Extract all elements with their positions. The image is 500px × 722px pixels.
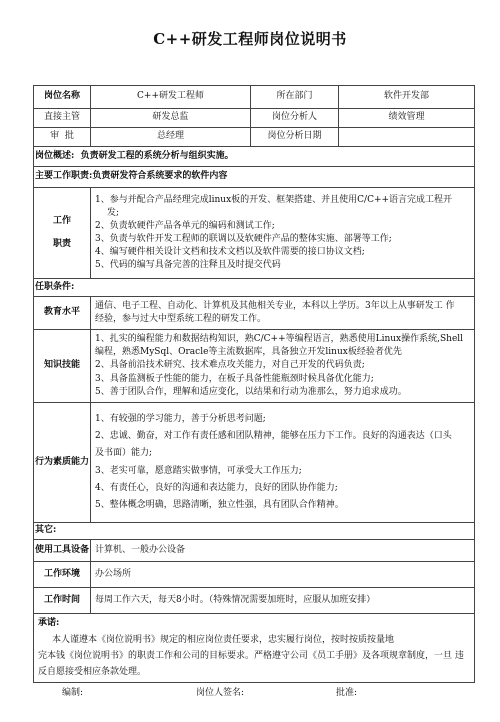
pledge-block — [34, 614, 475, 683]
supervisor-label: 直接主管 — [34, 109, 91, 128]
supervisor-value: 研发总监 — [91, 109, 251, 128]
education-row — [34, 297, 475, 330]
worktime-label: 工作时间 — [34, 588, 91, 614]
approve-label: 审 批 — [34, 128, 91, 147]
duty-item: 发; — [107, 207, 120, 218]
overview-row — [34, 147, 475, 167]
info-row — [34, 109, 475, 128]
analyst-value: 绩效管理 — [339, 109, 475, 128]
date-label: 岗位分析日期 — [251, 128, 339, 147]
duties-list — [91, 188, 475, 279]
dept-value: 软件开发部 — [339, 86, 475, 109]
approver-signature-label: 批准: — [336, 688, 358, 698]
tools-value: 计算机、一般办公设备 — [91, 540, 475, 562]
main-duty-text: 负责研发符合系统要求的软件内容 — [92, 171, 228, 182]
pledge-line: 反自愿接受相应条款处理。 — [38, 667, 147, 678]
quality-row — [34, 403, 475, 523]
pledge-line: 完本钱《岗位说明书》的职责工作和公司的目标要求。严格遵守公司《员工手册》及各项规章制度，一旦 违 — [38, 651, 464, 662]
education-text: 通信、电子工程、自动化、计算机及其他相关专业，本科以上学历。3年以上从事研发工 作 经验，参与过大中型系统工程的研发工作。 — [91, 297, 475, 330]
quality-label: 行为素质能力 — [34, 403, 91, 523]
info-row — [34, 128, 475, 147]
dept-label: 所在部门 — [251, 86, 339, 109]
duty-item: 2、负责软硬件产品各单元的编码和测试工作; — [95, 220, 275, 231]
info-row — [34, 86, 475, 109]
overview-label: 岗位概述: — [35, 150, 75, 161]
skills-row — [34, 330, 475, 403]
skills-label: 知识技能 — [34, 330, 91, 403]
environment-value: 办公场所 — [91, 562, 475, 588]
main-duty-label: 主要工作职责: — [35, 171, 93, 182]
pledge-line: 本人谨遵本《岗位说明书》规定的相应岗位责任要求，忠实履行岗位，按时按质按量地 — [52, 635, 395, 646]
duty-item: 5、代码的编写具备完善的注释且及时提交代码 — [95, 260, 281, 271]
document-title: C++研发工程师岗位说明书 — [153, 30, 347, 48]
requirements-label: 任职条件: — [34, 279, 475, 297]
other-header-row — [34, 523, 475, 540]
duty-item: 4、编写硬件相关设计文档和技术文档以及软件需要的接口协议文档; — [95, 247, 365, 258]
pledge-label: 承诺: — [38, 618, 60, 628]
worktime-row — [34, 588, 475, 614]
approve-value: 总经理 — [91, 128, 251, 147]
date-value — [339, 128, 475, 147]
position-label: 岗位名称 — [34, 86, 91, 109]
analyst-label: 岗位分析人 — [251, 109, 339, 128]
other-label: 其它: — [34, 523, 475, 540]
tools-label: 使用工具设备 — [34, 540, 91, 562]
pledge-row — [34, 614, 475, 683]
holder-signature-label: 岗位人签名: — [196, 688, 245, 698]
tools-row — [34, 540, 475, 562]
education-label: 教育水平 — [34, 297, 91, 330]
environment-row — [34, 562, 475, 588]
duties-row — [34, 188, 475, 279]
requirements-header-row — [34, 279, 475, 297]
job-description-table — [33, 85, 475, 683]
overview-text: 负责研发工程的系统分析与组织实施。 — [80, 150, 234, 161]
worktime-value: 每周工作六天，每天8小时。（特殊情况需要加班时，应服从加班安排） — [91, 588, 475, 614]
main-duty-row — [34, 167, 475, 188]
quality-list: 1、有较强的学习能力，善于分析思考问题; 2、忠诚、勤奋，对工作有责任感和团队精神，能够在压力下工作。良好的沟通表达（口头 及书面）能力; 3、老实可靠，愿意踏实做事情，可承受大工作压力; 4、有责任心，良好的沟通和表达能力，良好的团队协作能力; 5、整体概念明确，思路清晰，独立性强，具有团队合作精神。 — [91, 403, 475, 523]
skills-list: 1、扎实的编程能力和数据结构知识，熟C/C++等编程语言，熟悉使用Linux操作系统,Shell 编程，熟悉MySql、Oracle等主流数据库，具备独立开发linux板经验者优先 2、具备前沿技术研究、技术难点攻关能力，对自己开发的代码负责; 3、具备监测板子性能的能力，在板子具备性能瓶颈时候具备优化能力; 5、善于团队合作，理解和适应变化，以结果和行动为准那么，努力追求成功。 — [91, 330, 475, 403]
duties-side-label: 工作 职责 — [34, 188, 91, 279]
duty-item: 1、参与并配合产品经理完成linux板的开发、框架搭建、并且使用C/C++语言完成工程开 — [95, 194, 453, 205]
position-value: C++研发工程师 — [91, 86, 251, 109]
environment-label: 工作环境 — [34, 562, 91, 588]
writer-signature-label: 编制: — [62, 688, 84, 698]
duty-item: 3、负责与软件开发工程师的联调以及软硬件产品的整体实施、部署等工作; — [95, 234, 392, 244]
